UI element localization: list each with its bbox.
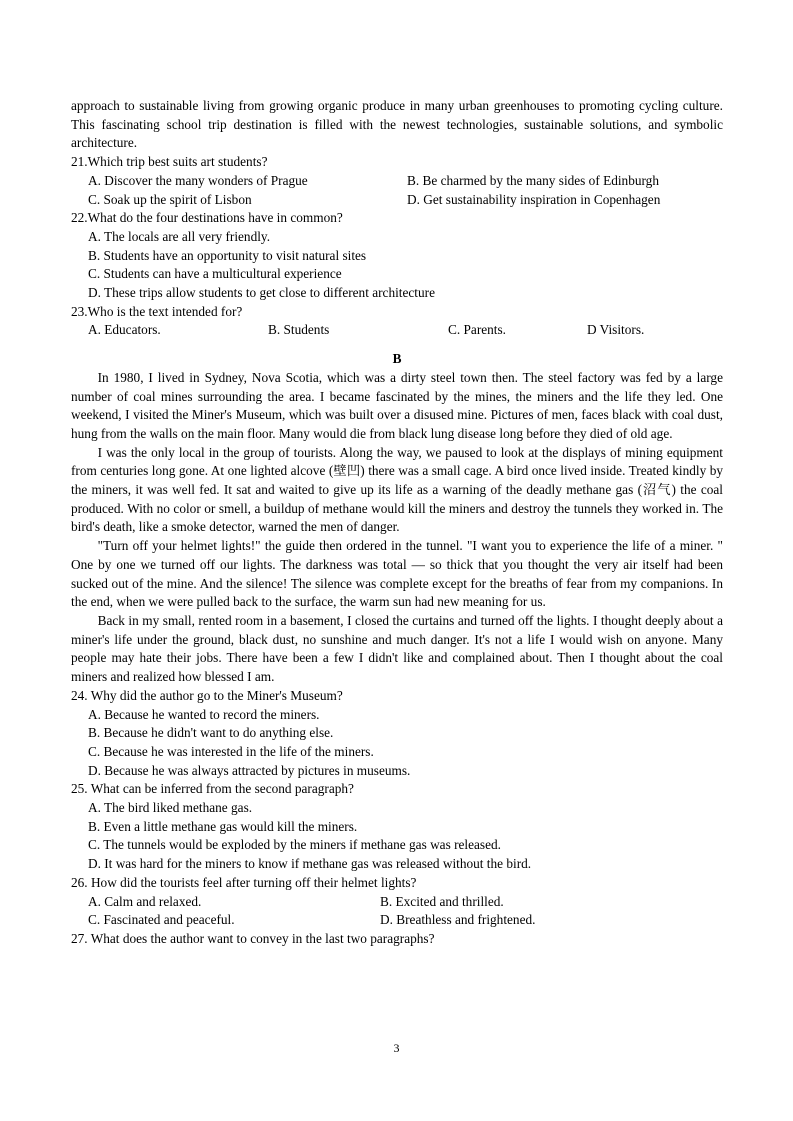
option-d[interactable]: D. Breathless and frightened. (380, 912, 536, 928)
option-c[interactable]: C. Because he was interested in the life of the miners. (88, 743, 374, 759)
option-b[interactable]: B. Excited and thrilled. (380, 893, 504, 909)
option-c[interactable]: C. Soak up the spirit of Lisbon (88, 191, 252, 207)
question-text: 26. How did the tourists feel after turning off their helmet lights? (71, 874, 417, 890)
option-a[interactable]: A. Because he wanted to record the miners. (88, 706, 320, 722)
question-text: 25. What can be inferred from the second paragraph? (71, 781, 354, 797)
option-c[interactable]: C. Students can have a multicultural experience (88, 266, 342, 282)
option-a[interactable]: A. The bird liked methane gas. (88, 800, 253, 816)
question-text: 22.What do the four destinations have in common? (71, 210, 343, 226)
question-text: 23.Who is the text intended for? (71, 303, 243, 319)
option-c[interactable]: C. The tunnels would be exploded by the miners if methane gas was released. (88, 837, 501, 853)
option-c[interactable]: C. Parents. (448, 322, 506, 338)
question-24 (71, 687, 723, 781)
question-26 (71, 874, 723, 930)
option-b[interactable]: B. Because he didn't want to do anything else. (88, 725, 334, 741)
option-d[interactable]: D. These trips allow students to get close to different architecture (88, 285, 435, 301)
passage-paragraph: I was the only local in the group of tourists. Along the way, we paused to look at the displays of mining equipment from centuries long gone. At one lighted alcove (壁凹) there was a small cage. A bird once lived inside. Treated kindly by the miners, it was well fed. It sat and waited to give up its life as a warning of the deadly methane gas (沼气) the coal produced. With no color or smell, a buildup of methane would kill the miners and destroy the tunnels they worked in. The bird's death, like a smoke detector, warned the men of danger. (71, 444, 723, 535)
passage-paragraph: In 1980, I lived in Sydney, Nova Scotia, which was a dirty steel town then. The steel factory was fed by a large number of coal mines surrounding the area. I became fascinated by the mines, the miners and the life they led. One weekend, I visited the Miner's Museum, which was built over a disused mine. Pictures of men, faces black with coal dust, hung from the walls on the main floor. Many would die from black lung disease long before they died of old age. (71, 369, 723, 441)
option-d[interactable]: D. Get sustainability inspiration in Copenhagen (407, 191, 661, 207)
page-number: 3 (393, 1041, 400, 1055)
option-b[interactable]: B. Students (268, 322, 330, 338)
passage-paragraph: "Turn off your helmet lights!" the guide then ordered in the tunnel. "I want you to experience the life of a miner. " One by one we turned off our lights. The darkness was total — so thick that you thought the very air itself had been sucked out of the mine. And the silence! The silence was complete except for the breaths of fear from my companions. In the end, when we were pulled back to the surface, the warm sun had new meaning for us. (71, 538, 723, 610)
option-a[interactable]: A. Calm and relaxed. (88, 893, 202, 909)
option-b[interactable]: B. Students have an opportunity to visit natural sites (88, 247, 367, 263)
passage-paragraph: Back in my small, rented room in a basement, I closed the curtains and turned off the lights. I thought deeply about a miner's life under the ground, black dust, no sunshine and much danger. It's not a life I would wish on anyone. Many people may hate their jobs. There have been a few I didn't like and complained about. Then I thought about the coal miners and realized how blessed I am. (71, 612, 723, 685)
question-22 (71, 209, 723, 303)
question-text: 24. Why did the author go to the Miner's Museum? (71, 687, 343, 703)
section-b-title: B (392, 351, 402, 367)
page-content (71, 97, 723, 949)
question-23 (71, 303, 723, 340)
intro-paragraph: approach to sustainable living from growing organic produce in many urban greenhouses to promoting cycling culture. This fascinating school trip destination is filled with the newest technologies, sustainable solutions, and symbolic architecture. (71, 98, 723, 151)
option-d[interactable]: D Visitors. (587, 322, 645, 338)
question-21 (71, 153, 723, 209)
option-b[interactable]: B. Even a little methane gas would kill the miners. (88, 818, 358, 834)
option-a[interactable]: A. Educators. (88, 322, 161, 338)
option-a[interactable]: A. The locals are all very friendly. (88, 228, 271, 244)
question-25 (71, 780, 723, 874)
question-text: 27. What does the author want to convey in the last two paragraphs? (71, 930, 435, 946)
option-b[interactable]: B. Be charmed by the many sides of Edinburgh (407, 172, 659, 188)
option-a[interactable]: A. Discover the many wonders of Prague (88, 172, 308, 188)
option-d[interactable]: D. Because he was always attracted by pictures in museums. (88, 762, 411, 778)
question-27 (71, 930, 723, 949)
option-d[interactable]: D. It was hard for the miners to know if methane gas was released without the bird. (88, 856, 532, 872)
question-text: 21.Which trip best suits art students? (71, 154, 268, 170)
option-c[interactable]: C. Fascinated and peaceful. (88, 912, 235, 928)
